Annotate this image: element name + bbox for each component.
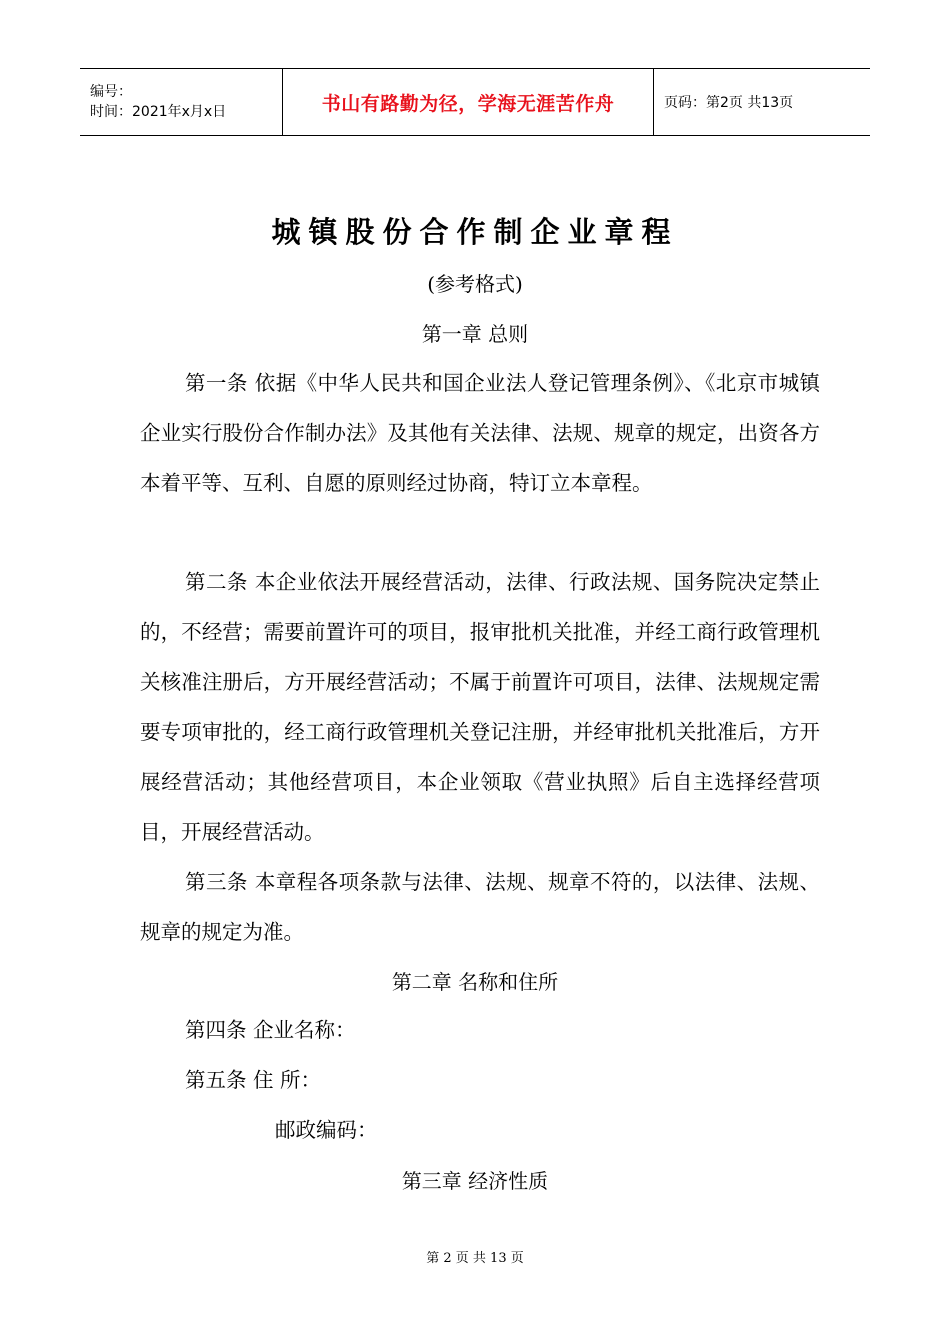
header-table (80, 68, 870, 136)
time-label: 时间：2021年x月x日 (90, 104, 227, 120)
chapter-1-heading: 第一章 总则 (421, 322, 529, 346)
document-title: 城镇股份合作制企业章程 (271, 215, 679, 249)
page-label: 页码：第2页 共13页 (664, 95, 794, 111)
article-3: 第三条 本章程各项条款与法律、法规、规章不符的，以法律、法规、规章的规定为准。 (140, 870, 820, 944)
header-left-cell (80, 69, 282, 135)
header-motto-cell (282, 69, 654, 135)
motto-text: 书山有路勤为径，学海无涯苦作舟 (321, 92, 615, 115)
header-right-cell (654, 69, 870, 135)
article-4: 第四条 企业名称： (185, 1018, 356, 1042)
chapter-2-heading: 第二章 名称和住所 (391, 970, 559, 994)
postcode-label: 邮政编码： (275, 1118, 378, 1142)
number-label: 编号： (90, 84, 132, 100)
article-1: 第一条 依据《中华人民共和国企业法人登记管理条例》、《北京市城镇企业实行股份合作制办法》及其他有关法律、法规、规章的规定，出资各方本着平等、互利、自愿的原则经过协商，特订立本章程。 (140, 371, 820, 495)
chapter-3-heading: 第三章 经济性质 (401, 1169, 549, 1193)
article-2: 第二条 本企业依法开展经营活动，法律、行政法规、国务院决定禁止的，不经营；需要前置许可的项目，报审批机关批准，并经工商行政管理机关核准注册后，方开展经营活动；不属于前置许可项目，法律、法规规定需要专项审批的，经工商行政管理机关登记注册，并经审批机关批准后，方开展经营活动；其他经营项目，本企业领取《营业执照》后自主选择经营项目，开展经营活动。 (140, 570, 820, 844)
document-subtitle: (参考格式) (427, 272, 523, 296)
article-5: 第五条 住 所： (185, 1068, 322, 1092)
page-footer: 第 2 页 共 13 页 (426, 1251, 524, 1266)
